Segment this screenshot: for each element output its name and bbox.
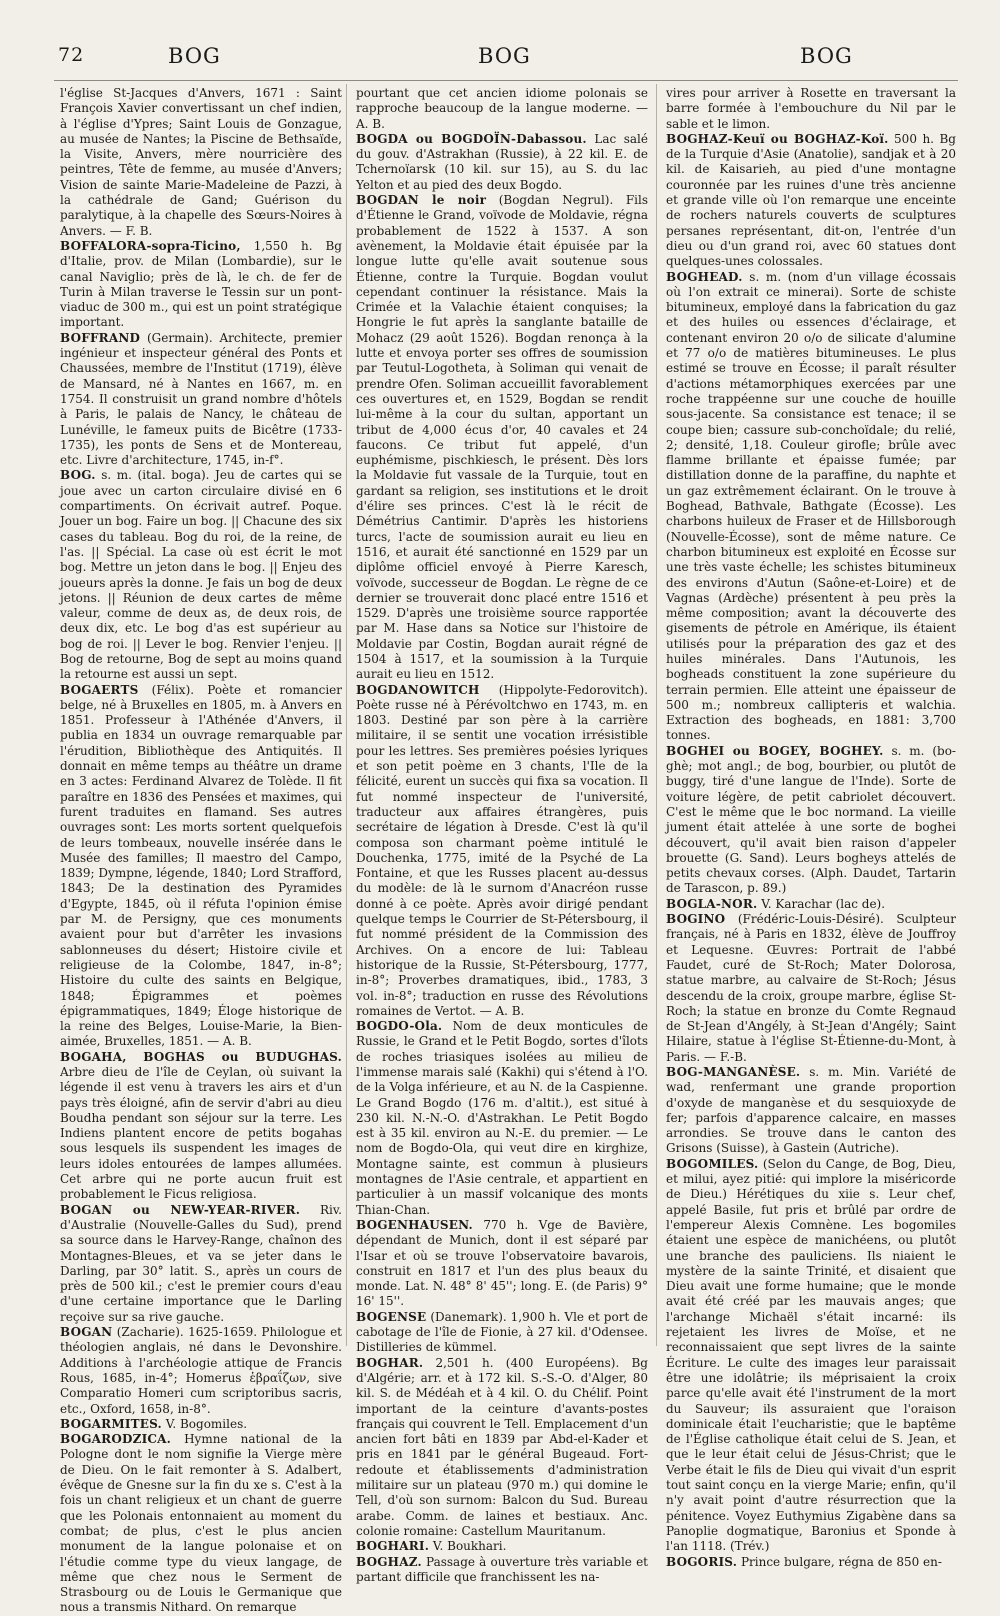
entry-text: V. Boukhari. <box>432 1539 507 1554</box>
page-number: 72 <box>58 44 85 66</box>
dictionary-entry <box>60 331 342 469</box>
entry-text: Hymne national de la Pologne dont le nom signifie la Vierge mère de Dieu. On le fait remonter à S. Adalbert, évêque de Gnesne sur la fin du xe s. C'est à la fois un chant religieux et un chant de guerre que les Polonais entonnaient au moment du combat; de plus, c'est le plus ancien monument de la langue polonaise et on l'étudie comme type du vieux langage, de même que chez nous le Serment de Strasbourg ou de Louis le Germanique que nous a transmis Nithard. On remarque <box>60 1432 342 1615</box>
header-rule <box>54 80 958 81</box>
entry-headword: BOGDO-Ola. <box>356 1019 443 1034</box>
entry-text: Riv. d'Australie (Nouvelle-Galles du Sud), prend sa source dans le Harvey-Range, chaînon des Montagnes-Bleues, et va se jeter dans le Darling, par 30° latit. S., après un cours de près de 500 kil.; c'est le premier cours d'eau d'une certaine importance que le Darling reçoive sur sa rive gauche. <box>60 1202 342 1324</box>
entry-text: (Frédéric-Louis-Désiré). Sculpteur français, né à Paris en 1832, élève de Jouffroy et Lequesne. Œuvres: Portrait de l'abbé Faudet, curé de St-Roch; Mater Dolorosa, statue marbre, au calvaire de St-Roch; Jésus descendu de la croix, groupe marbre, église St-Roch; la statue en bronze du Comte Regnaud de St-Jean d'Angély, à St-Jean d'Angély; Saint Hilaire, statue à l'église St-Étienne-du-Mont, à Paris. — F.-B. <box>666 912 956 1064</box>
entry-text: Passage à ouverture très variable et partant difficile que franchissent les na- <box>356 1554 648 1584</box>
dictionary-entry <box>666 132 956 270</box>
entry-text: 770 h. Vge de Bavière, dépendant de Munich, dont il est séparé par l'Isar et où se trouve l'observatoire bavarois, construit en 1817 et l'un des plus beaux du monde. Lat. N. 48° 8' 45''; long. E. (de Paris) 9° 16' 15''. <box>356 1217 648 1309</box>
entry-headword: BOFFALORA-sopra-Ticino, <box>60 238 241 253</box>
dictionary-entry <box>356 1019 648 1218</box>
entry-headword: BOGHEAD. <box>666 269 743 284</box>
dictionary-entry <box>666 86 956 132</box>
entry-headword: BOGHAZ-Keuï ou BOGHAZ-Koï. <box>666 131 889 146</box>
entry-headword: BOGDA ou BOGDOÏN-Dabassou. <box>356 131 587 146</box>
entry-text: Arbre dieu de l'île de Ceylan, où suivant la légende il est venu à travers les airs et d'un pays très éloigné, afin de servir d'abri au dieu Boudha pendant son séjour sur la terre. Les Indiens plantent encore de petits bogahas sous lesquels ils suspendent les images de leurs idoles entourées de lampes allumées. Cet arbre qui ne porte aucun fruit est probablement le Ficus religiosa. <box>60 1065 342 1202</box>
dictionary-entry <box>666 1065 956 1157</box>
entry-headword: BOGOMILES. <box>666 1156 759 1171</box>
entry-text: Nom de deux monticules de Russie, le Grand et le Petit Bogdo, sortes d'îlots de roches triasiques isolées au milieu de l'immense marais salé (Kakhi) qui s'étend à l'O. de la Volga inférieure, et au N. de la Caspienne. Le Grand Bogdo (176 m. d'altit.), est situé à 230 kil. N.-N.-O. d'Astrakhan. Le Petit Bogdo est à 35 kil. environ au N.-E. du premier. — Le nom de Bogdo-Ola, qui veut dire en kirghize, Montagne sainte, est commun à plusieurs montagnes de l'Asie centrale, et appartient en particulier à un massif volcanique des monts Thian-Chan. <box>356 1019 648 1217</box>
entry-text: V. Karachar (lac de). <box>761 896 886 911</box>
entry-text: 1,550 h. Bg d'Italie, prov. de Milan (Lombardie), sur le canal Naviglio; près de là, le ch. de fer de Turin à Milan traverse le Tessin sur un pont-viaduc de 300 m., qui est un point stratégique important. <box>60 238 342 330</box>
entry-text: s. m. (ital. boga). Jeu de cartes qui se joue avec un carton circulaire divisé en 6 compartiments. On écrivait autref. Poque. Jouer un bog. Faire un bog. || Chacune des six cases du tableau. Bog du roi, de la reine, de l'as. || Spécial. La case où est écrit le mot bog. Mettre un jeton dans le bog. || Enjeu des joueurs après la donne. Je fais un bog de deux jetons. || Réunion de deux cartes de même valeur, comme de deux as, de deux rois, de deux dix, etc. Le bog d'as est supérieur au bog de roi. || Lever le bog. Renvier l'enjeu. || Bog de retourne, Bog de sept au moins quand la retourne est aussi un sept. <box>60 468 342 682</box>
dictionary-entry <box>356 132 648 193</box>
dictionary-entry <box>60 468 342 682</box>
dictionary-entry <box>356 683 648 1020</box>
running-head-right: BOG <box>800 44 853 68</box>
entry-headword: BOGAHA, BOGHAS ou BUDUGHAS. <box>60 1049 342 1064</box>
entry-headword: BOGHARI. <box>356 1539 430 1554</box>
column-left <box>60 86 342 1615</box>
entry-text: (Danemark). 1,900 h. Vle et port de cabotage de l'île de Fionie, à 27 kil. d'Odensee. Distilleries de kümmel. <box>356 1309 648 1355</box>
dictionary-entry <box>356 86 648 132</box>
dictionary-entry <box>666 897 956 912</box>
column-divider <box>656 84 657 1346</box>
dictionary-entry <box>60 1417 342 1432</box>
entry-headword: BOGHAZ. <box>356 1554 422 1569</box>
dictionary-entry <box>60 1432 342 1616</box>
entry-text: V. Bogomiles. <box>165 1416 248 1431</box>
dictionary-entry <box>60 1203 342 1325</box>
entry-headword: BOGDANOWITCH <box>356 682 480 697</box>
dictionary-entry <box>666 1555 956 1570</box>
dictionary-entry <box>60 683 342 1050</box>
entry-text: 2,501 h. (400 Européens). Bg d'Algérie; arr. et à 172 kil. S.-S.-O. d'Alger, 80 kil. S. de Médéah et à 4 kil. O. du Chélif. Point important de la ceinture d'avants-postes français qui couvrent le Tell. Emplacement d'un ancien fort bâti en 1839 par Abd-el-Kader et pris en 1841 par le général Bugeaud. Fort-redoute et établissements d'administration militaire sur un plateau (970 m.) qui domine le Tell, d'où son surnom: Balcon du Sud. Bureau arabe. Comm. de laines et bestiaux. Anc. colonie romaine: Castellum Mauritanum. <box>356 1355 648 1538</box>
entry-text: s. m. (nom d'un village écossais où l'on extrait ce minerai). Sorte de schiste bitumineux, employé dans la fabrication du gaz et des huiles ou essences d'éclairage, et contenant environ 20 o/o de silicate d'alumine et 77 o/o de matières bitumineuses. Le plus estimé se trouve en Écosse; il paraît résulter d'actions métamorphiques exercées par une roche trappéenne sur une couche de houille sous-jacente. Sa consistance est tenace; il se coupe bien; cassure sub-conchoïdale; du relié, 2; densité, 1,18. Couleur girofle; brûle avec flamme brillante et épaisse fumée; par distillation donne de la paraffine, du naphte et un gaz extrêmement éclairant. On le trouve à Boghead, Bathvale, Bathgate (Écosse). Les charbons huileux de Fraser et de Hillsborough (Nouvelle-Écosse), sont de même nature. Ce charbon bitumineux est exploité en Écosse sur une très vaste échelle; les schistes bitumineux des environs d'Autun (Saône-et-Loire) et de Vagnas (Ardèche) présentent à peu près la même composition; avant la découverte des gisements de pétrole en Amérique, ils étaient utilisés pour la préparation des gaz et des huiles minérales. Dans l'Autunois, les bogheads constituent la zone supérieure du terrain permien. Elle atteint une épaisseur de 500 m.; nombreux callipteris et walchia. Extraction des bogheads, en 1881: 3,700 tonnes. <box>666 269 956 743</box>
entry-headword: BOGHEI ou BOGEY, BOGHEY. <box>666 743 884 758</box>
dictionary-entry <box>60 86 342 239</box>
entry-headword: BOGAN ou NEW-YEAR-RIVER. <box>60 1202 301 1217</box>
column-middle <box>356 86 648 1584</box>
running-head-left: BOG <box>168 44 221 68</box>
entry-text: l'église St-Jacques d'Anvers, 1671 : Saint François Xavier convertissant un chef indien, à l'église d'Ypres; Saint Louis de Gonzague, au musée de Nantes; la Piscine de Bethsaïde, la Visite, Anvers, mère nourricière des peintres, Tête de femme, au musée d'Anvers; Vision de sainte Marie-Madeleine de Pazzi, à la cathédrale de Gand; Guérison du paralytique, à la chapelle des Sœurs-Noires à Anvers. — F. B. <box>60 86 342 238</box>
entry-text: s. m. Min. Variété de wad, renfermant une grande proportion d'oxyde de manganèse et du sesquioxyde de fer; parfois d'apparence calcaire, en masses arrondies. Se trouve dans le canton des Grisons (Suisse), à Gastein (Autriche). <box>666 1065 956 1156</box>
running-head-center: BOG <box>478 44 531 68</box>
dictionary-entry <box>60 1325 342 1417</box>
entry-headword: BOGINO <box>666 912 726 927</box>
entry-text: (Bogdan Negrul). Fils d'Étienne le Grand, voïvode de Moldavie, régna probablement de 1522 à 1537. A son avènement, la Moldavie était épuisée par la longue lutte qu'elle avait soutenue sous Étienne, contre la Turquie. Bogdan voulut cependant continuer la résistance. Mais la Crimée et la Valachie étaient conquises; la Hongrie le fut après la sanglante bataille de Mohacz (29 août 1526). Bogdan renonça à la lutte et envoya porter ses offres de soumission par Teutul-Logotheta, à Soliman qui venait de prendre Ofen. Soliman accueillit favorablement ces ouvertures et, en 1529, Bogdan se rendit lui-même à la cour du sultan, apportant un tribut de 4,000 écus d'or, 40 cavales et 24 faucons. Ce tribut fut appelé, d'un euphémisme, pischkiesch, le présent. Dès lors la Moldavie fut vassale de la Turquie, tout en gardant sa religion, ses institutions et le droit d'élire ses princes. C'est là le récit de Démétrius Cantimir. D'après les historiens turcs, l'acte de soumission aurait eu lieu en 1516, et aurait été sanctionné en 1529 par un diplôme officiel envoyé à Pierre Karesch, voïvode, successeur de Bogdan. Le règne de ce dernier se trouverait donc placé entre 1516 et 1529. D'après une troisième source rapportée par M. Hase dans sa Notice sur l'histoire de Moldavie par Costin, Bogdan aurait régné de 1504 à 1517, et la soumission à la Turquie aurait eu lieu en 1512. <box>356 193 648 682</box>
entry-text: (Germain). Architecte, premier ingénieur et inspecteur général des Ponts et Chaussées, membre de l'Institut (1719), élève de Mansard, né à Nantes en 1667, m. en 1754. Il construisit un grand nombre d'hôtels à Paris, le palais de Nancy, le château de Lunéville, le fameux puits de Bicêtre (1733-1735), les ponts de Sens et de Montereau, etc. Livre d'architecture, 1745, in-f°. <box>60 330 342 468</box>
entry-headword: BOFFRAND <box>60 330 141 345</box>
dictionary-entry <box>356 1356 648 1540</box>
dictionary-entry <box>60 1050 342 1203</box>
entry-text: vires pour arriver à Rosette en traversant la barre formée à l'embouchure du Nil par le sable et le limon. <box>666 86 956 131</box>
dictionary-entry <box>356 1218 648 1310</box>
entry-text: pourtant que cet ancien idiome polonais se rapproche beaucoup de la langue moderne. — A. B. <box>356 86 648 131</box>
dictionary-entry <box>666 912 956 1065</box>
entry-text: (Félix). Poète et romancier belge, né à Bruxelles en 1805, m. à Anvers en 1851. Professeur à l'Athénée d'Anvers, il publia en 1834 un ouvrage remarquable par l'érudition, Bibliothèque des Antiquités. Il donnait en même temps au théâtre un drame en 3 actes: Ferdinand Alvarez de Tolède. Il fit paraître en 1836 des Pensées et maximes, qui furent traduites en flamand. Ses autres ouvrages sont: Les morts sortent quelquefois de leurs tombeaux, nouvelle insérée dans le Musée des familles; Il maestro del Campo, 1839; Dympne, légende, 1840; Lord Strafford, 1843; De la destination des Pyramides d'Egypte, 1845, où il réfuta l'opinion émise par M. de Persigny, que ces monuments avaient pour but d'arrêter les invasions sablonneuses du désert; Histoire civile et religieuse de la Colombe, 1847, in-8°; Histoire du culte des saints en Belgique, 1848; Épigrammes et poèmes épigrammatiques, 1849; Éloge historique de la reine des Belges, Louise-Marie, la Bien-aimée, Bruxelles, 1851. — A. B. <box>60 682 342 1049</box>
entry-headword: BOG-MANGANÈSE. <box>666 1065 801 1079</box>
entry-text: (Selon du Cange, de Bog, Dieu, et milui, ayez pitié: qui implore la miséricorde de Dieu.) Hérétiques du xiie s. Leur chef, appelé Basile, fut pris et brûlé par ordre de l'empereur Alexis Comnène. Les bogomiles étaient une espèce de manichéens, ou plutôt une branche des pauliciens. Ils niaient le mystère de la sainte Trinité, et disaient que Dieu avait une forme humaine; que le monde avait été créé par les mauvais anges; que l'archange Michaël s'était incarné: ils rejetaient les livres de Moïse, et ne reconnaissaient que sept livres de la sainte Écriture. Le culte des images leur paraissait être une idolâtrie; ils méprisaient la croix parce qu'elle avait été l'instrument de la mort du Sauveur; ils assuraient que l'oraison dominicale était l'eucharistie; que le baptême de l'Église catholique était celui de S. Jean, et que le leur était celui de Jésus-Christ; que le Verbe était le fils de Dieu qui vivait d'un esprit tout saint conçu en la vierge Marie; enfin, qu'il n'y avait point d'autre résurrection que la pénitence. Voyez Euthymius Zigabène dans sa Panoplie dogmatique, Baronius et Sponde à l'an 1118. (Trév.) <box>666 1156 956 1554</box>
dictionary-entry <box>666 744 956 897</box>
entry-text: 500 h. Bg de la Turquie d'Asie (Anatolie), sandjak et à 20 kil. de Kaisarieh, au pied d'une montagne couronnée par les ruines d'une très ancienne et grande ville où l'on remarque une enceinte de rochers naturels couverts de sculptures persanes représentant, dit-on, l'entrée d'un dieu ou d'un grand roi, avec 60 statues dont quelques-unes colossales. <box>666 131 956 269</box>
column-right <box>666 86 956 1569</box>
dictionary-entry <box>666 270 956 744</box>
entry-text: s. m. (bo-ghè; mot angl.; de bog, bourbier, ou plutôt de buggy, tiré d'une langue de l'Inde). Sorte de voiture légère, de petit cabriolet découvert. C'est le même que le boc normand. La vieille jument était attelée à une sorte de boghei découvert, qu'il avait bien raison d'appeler brouette (G. Sand). Leurs bogheys attelés de petits chevaux corses. (Alph. Daudet, Tartarin de Tarascon, p. 89.) <box>666 743 956 896</box>
entry-headword: BOGARMITES. <box>60 1416 162 1431</box>
entry-headword: BOGAERTS <box>60 682 139 697</box>
entry-headword: BOGENHAUSEN. <box>356 1217 473 1232</box>
entry-headword: BOGARODZICA. <box>60 1432 172 1447</box>
entry-text: Lac salé du gouv. d'Astrakhan (Russie), à 22 kil. E. de Tchernoïarsk (10 kil. sur 15), au S. du lac Yelton et au pied des deux Bogdo. <box>356 131 648 192</box>
dictionary-entry <box>356 193 648 683</box>
dictionary-entry <box>666 1157 956 1555</box>
dictionary-entry <box>356 1555 648 1586</box>
column-divider <box>346 84 347 1346</box>
entry-text: Prince bulgare, régna de 850 en- <box>740 1554 942 1569</box>
dictionary-entry <box>356 1310 648 1356</box>
entry-headword: BOGENSE <box>356 1309 427 1324</box>
entry-headword: BOGDAN le noir <box>356 193 487 208</box>
entry-headword: BOG. <box>60 468 96 483</box>
dictionary-entry <box>356 1539 648 1554</box>
entry-headword: BOGORIS. <box>666 1554 738 1569</box>
entry-text: (Hippolyte-Fedorovitch). Poète russe né à Pérévoltchwo en 1743, m. en 1803. Destiné par son père à la carrière militaire, il se sentit une vocation irrésistible pour les lettres. Ses premières poésies lyriques et son petit poème en 3 chants, l'Ile de la félicité, eurent un succès qui fixa sa vocation. Il fut nommé inspecteur de l'université, traducteur aux affaires étrangères, puis secrétaire de légation à Dresde. C'est là qu'il composa son charmant poème intitulé le Douchenka, 1775, imité de la Psyché de La Fontaine, et que les Russes placent au-dessus du modèle: de là le surnom d'Anacréon russe donné à ce poète. Après avoir dirigé pendant quelque temps le Courrier de St-Pétersbourg, il fut nommé président de la Commission des Archives. On a encore de lui: Tableau historique de la Russie, St-Pétersbourg, 1777, in-8°; Proverbes dramatiques, ibid., 1783, 3 vol. in-8°; traduction en russe des Révolutions romaines de Vertot. — A. B. <box>356 682 648 1018</box>
entry-headword: BOGAN <box>60 1325 113 1340</box>
entry-text: (Zacharie). 1625-1659. Philologue et théologien anglais, né dans le Devonshire. Additions à l'archéologie attique de Francis Rous, 1685, in-4°; Homerus ἑβραΐζων, sive Comparatio Homeri cum scriptoribus sacris, etc., Oxford, 1658, in-8°. <box>60 1325 342 1416</box>
entry-headword: BOGHAR. <box>356 1355 424 1370</box>
dictionary-entry <box>60 239 342 331</box>
entry-headword: BOGLA-NOR. <box>666 896 758 911</box>
